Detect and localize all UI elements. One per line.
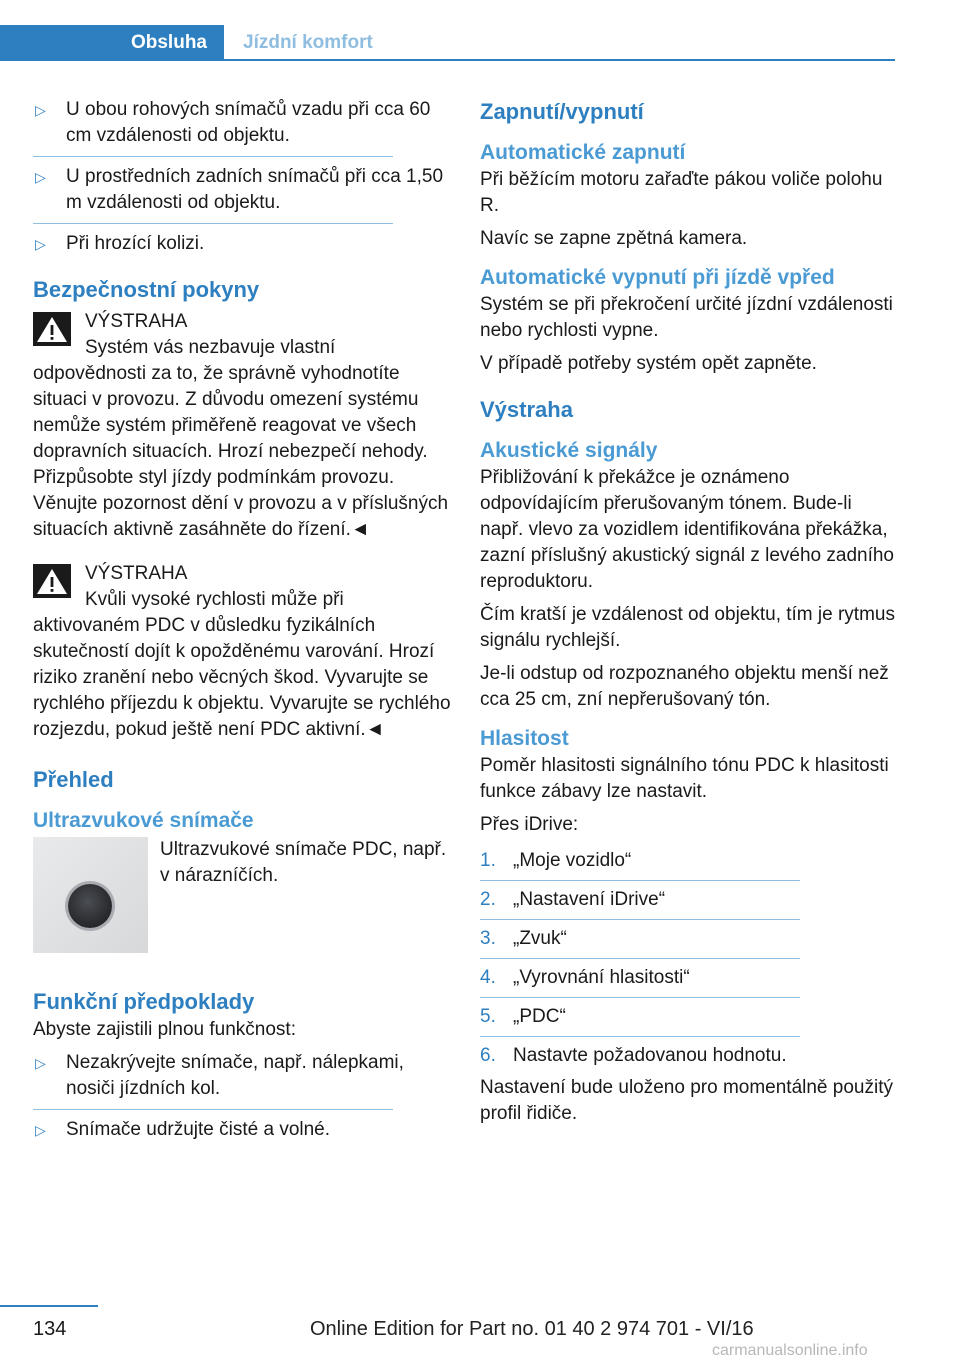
auto-on-text-2: Navíc se zapne zpětná kamera. bbox=[480, 228, 748, 249]
warning-block bbox=[33, 309, 451, 543]
left-column bbox=[33, 97, 451, 1150]
edition-text: Online Edition for Part no. 01 40 2 974 701 - VI/16 bbox=[310, 1318, 754, 1340]
auto-off-text-2: V případě potřeby systém opět zapněte. bbox=[480, 353, 817, 374]
ultrasonic-sensor-icon bbox=[68, 884, 112, 928]
list-item: ▷ Při hrozící kolizi. bbox=[33, 231, 451, 257]
volume-text: Poměr hlasitosti signálního tónu PDC k hlasitosti funkce zábavy lze nastavit. bbox=[480, 755, 889, 802]
acoustic-text-2: Čím kratší je vzdálenost od objektu, tím je rytmus signálu rychlejší. bbox=[480, 604, 895, 651]
triangle-bullet-icon: ▷ bbox=[35, 102, 46, 118]
warning-text: Systém vás nezbavuje vlastní odpovědnosti za to, že správně vyhodnotíte situaci v provozu. Z důvodu omezení systému nemůže systém přiměřeně reagovat ve všech dopravních situacích. Hrozí nebezpečí nehody. Přizpůsobte styl jízdy podmínkám provozu. Věnujte pozornost dění v provozu a v příslušných situacích aktivně zasáhněte do řízení.◄ bbox=[33, 337, 449, 540]
sensor-photo bbox=[33, 837, 148, 953]
triangle-bullet-icon: ▷ bbox=[35, 1055, 46, 1071]
triangle-bullet-icon: ▷ bbox=[35, 1122, 46, 1138]
divider bbox=[480, 997, 800, 998]
safety-heading: Bezpečnostní pokyny bbox=[33, 277, 260, 302]
watermark: carmanualsonline.info bbox=[712, 1342, 868, 1359]
sensor-figure bbox=[33, 837, 451, 987]
divider bbox=[33, 223, 393, 224]
header-rule bbox=[0, 59, 895, 61]
prereq-intro: Abyste zajistili plnou funkčnost: bbox=[33, 1019, 296, 1040]
warning-triangle-icon bbox=[33, 564, 71, 598]
warning-heading: Výstraha bbox=[480, 397, 573, 422]
sensor-caption: Ultrazvukové snímače PDC, např. v nárazníčích. bbox=[160, 839, 447, 886]
via-idrive: Přes iDrive: bbox=[480, 814, 579, 835]
list-item: ▷ U obou rohových snímačů vzadu při cca 60 cm vzdálenosti od objektu. bbox=[35, 99, 431, 146]
auto-off-heading: Automatické vypnutí při jízdě vpřed bbox=[480, 266, 835, 289]
prereq-heading: Funkční předpoklady bbox=[33, 989, 255, 1014]
page-number: 134 bbox=[33, 1318, 67, 1340]
divider bbox=[480, 958, 800, 959]
closing-text: Nastavení bude uloženo pro momentálně použitý profil řidiče. bbox=[480, 1077, 893, 1124]
acoustic-text: Přibližování k překážce je oznámeno odpovídajícím přerušovaným tónem. Bude-li např. vlevo za vozidlem identifikována překážka, zazní příslušný akustický signál z levého zadního reproduktoru. bbox=[480, 467, 894, 592]
warning-block bbox=[33, 561, 451, 743]
warning-text: Kvůli vysoké rychlosti může při aktivovaném PDC v důsledku fyzikálních skutečností dojít k opožděnému varování. Hrozí riziko zranění nebo věcných škod. Vyvarujte se rychlého příjezdu k objektu. Vyvarujte se rychlého rozjezdu, pokud ještě není PDC aktivní.◄ bbox=[33, 589, 451, 740]
tab-jizdni-komfort[interactable]: Jízdní komfort bbox=[243, 32, 373, 53]
acoustic-text-3: Je-li odstup od rozpoznaného objektu menší než cca 25 cm, zní nepřerušovaný tón. bbox=[480, 663, 889, 710]
footer-rule bbox=[0, 1305, 98, 1307]
list-item: 5. „PDC“ bbox=[480, 1006, 566, 1027]
auto-on-text: Při běžícím motoru zařaďte pákou voliče polohu R. bbox=[480, 169, 883, 216]
divider bbox=[480, 1036, 800, 1037]
page-header bbox=[0, 25, 895, 61]
triangle-bullet-icon: ▷ bbox=[35, 236, 46, 252]
list-item: 4. „Vyrovnání hlasitosti“ bbox=[480, 967, 690, 988]
acoustic-heading: Akustické signály bbox=[480, 439, 658, 462]
divider bbox=[33, 1109, 393, 1110]
divider bbox=[480, 880, 800, 881]
list-item: 1. „Moje vozidlo“ bbox=[480, 850, 632, 871]
list-item: ▷ U prostředních zadních snímačů při cca 1,50 m vzdálenosti od objektu. bbox=[35, 166, 444, 213]
warning-title: VÝSTRAHA bbox=[85, 311, 188, 332]
tab-obsluha[interactable]: Obsluha bbox=[0, 25, 224, 61]
list-item: ▷ Nezakrývejte snímače, např. nálepkami, nosiči jízdních kol. bbox=[35, 1052, 404, 1099]
divider bbox=[33, 156, 393, 157]
volume-heading: Hlasitost bbox=[480, 727, 569, 750]
warning-title: VÝSTRAHA bbox=[85, 563, 188, 584]
list-item: 2. „Nastavení iDrive“ bbox=[480, 889, 666, 910]
list-item: 3. „Zvuk“ bbox=[480, 928, 567, 949]
warning-triangle-icon bbox=[33, 312, 71, 346]
auto-on-heading: Automatické zapnutí bbox=[480, 141, 686, 164]
list-item: ▷ Snímače udržujte čisté a volné. bbox=[33, 1117, 451, 1143]
right-column bbox=[480, 97, 898, 1134]
onoff-heading: Zapnutí/vypnutí bbox=[480, 99, 644, 124]
overview-heading: Přehled bbox=[33, 767, 114, 792]
triangle-bullet-icon: ▷ bbox=[35, 169, 46, 185]
sensors-heading: Ultrazvukové snímače bbox=[33, 809, 254, 832]
list-item: 6. Nastavte požadovanou hodnotu. bbox=[480, 1045, 787, 1066]
auto-off-text: Systém se při překročení určité jízdní vzdálenosti nebo rychlosti vypne. bbox=[480, 294, 893, 341]
divider bbox=[480, 919, 800, 920]
